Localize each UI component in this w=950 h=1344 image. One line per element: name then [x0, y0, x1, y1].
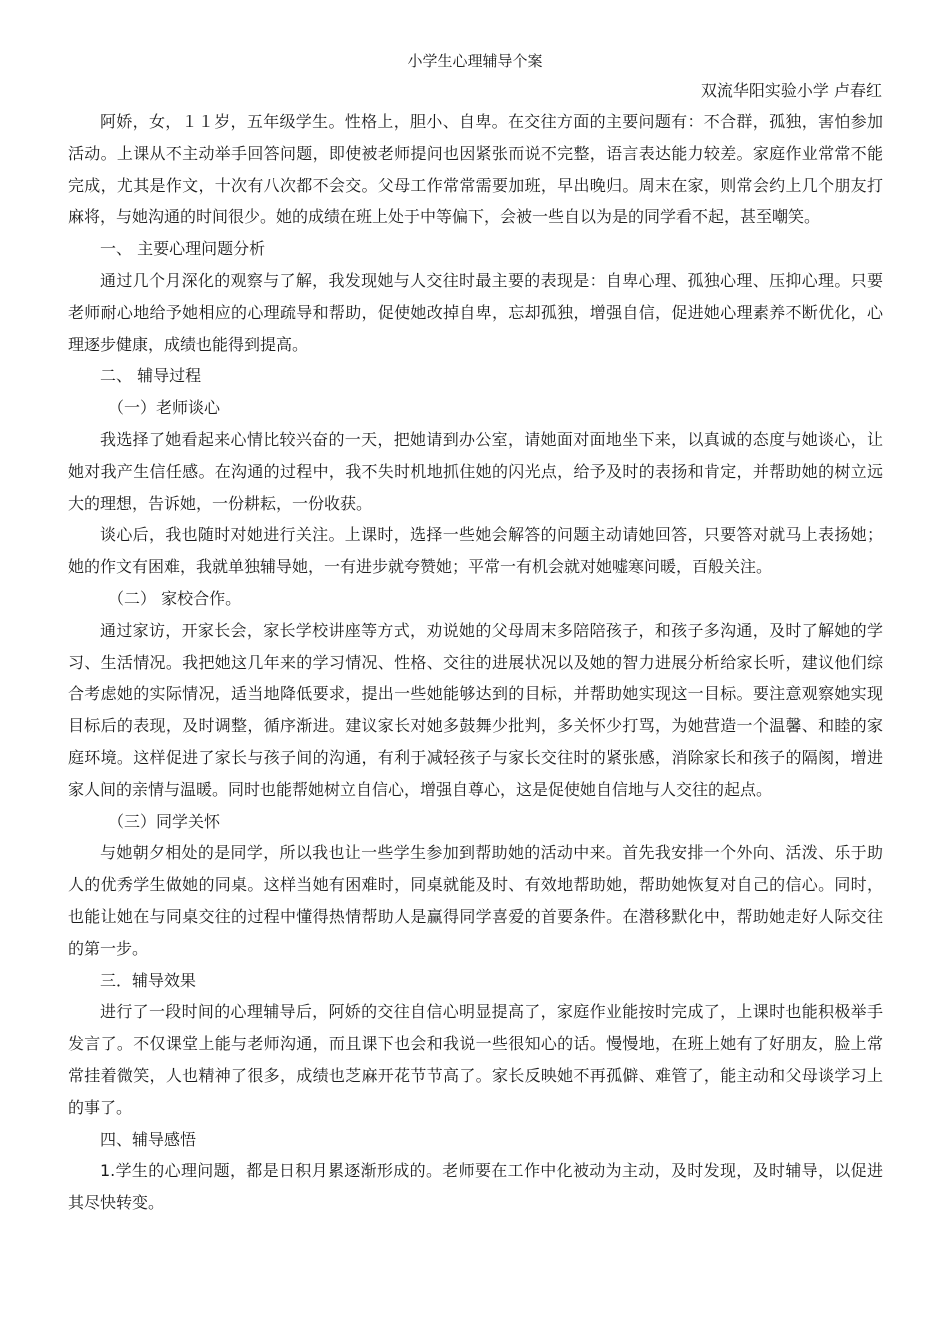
subheading-teacher-talk: （一）老师谈心: [108, 398, 221, 418]
subheading-classmate-care: （三）同学关怀: [108, 811, 221, 831]
paragraph-teacher-talk-1: 我选择了她看起来心情比较兴奋的一天，把她请到办公室，请她面对面地坐下来，以真诚的态度与她谈心，让她对我产生信任感。在沟通的过程中，我不失时机地抓住她的闪光点，给予及时的表扬和肯定，并帮助她的树立远大的理想，告诉她，一份耕耘，一份收获。: [68, 429, 883, 513]
heading-problem-analysis: 一、 主要心理问题分析: [100, 239, 266, 259]
author-line: 双流华阳实验小学 卢春红: [700, 81, 882, 100]
paragraph-reflection-1: 1.学生的心理问题，都是日积月累逐渐形成的。老师要在工作中化被动为主动，及时发现，及时辅导，以促进其尽快转变。: [68, 1161, 883, 1213]
paragraph-intro: 阿娇，女，１１岁，五年级学生。性格上，胆小、自卑。在交往方面的主要问题有：不合群，孤独，害怕参加活动。上课从不主动举手回答问题，即使被老师提问也因紧张而说不完整，语言表达能力较差。家庭作业常常不能完成，尤其是作文，十次有八次都不会交。父母工作常常需要加班，早出晚归。周末在家，则常会约上几个朋友打麻将，与她沟通的时间很少。她的成绩在班上处于中等偏下，会被一些自以为是的同学看不起，甚至嘲笑。: [68, 112, 883, 227]
paragraph-home-school: 通过家访，开家长会，家长学校讲座等方式，劝说她的父母周末多陪陪孩子，和孩子多沟通，及时了解她的学习、生活情况。我把她这几年来的学习情况、性格、交往的进展状况以及她的智力进展分析给家长听，建议他们综合考虑她的实际情况，适当地降低要求，提出一些她能够达到的目标，并帮助她实现这一目标。要注意观察她实现目标后的表现，及时调整，循序渐进。建议家长对她多鼓舞少批判，多关怀少打骂，为她营造一个温馨、和睦的家庭环境。这样促进了家长与孩子间的沟通，有利于减轻孩子与家长交往时的紧张感，消除家长和孩子的隔阂，增进家人间的亲情与温暖。同时也能帮她树立自信心，增强自尊心，这是促使她自信地与人交往的起点。: [68, 620, 883, 799]
paragraph-analysis: 通过几个月深化的观察与了解，我发现她与人交往时最主要的表现是：自卑心理、孤独心理、压抑心理。只要老师耐心地给予她相应的心理疏导和帮助，促使她改掉自卑，忘却孤独，增强自信，促进她心理素养不断优化，心理逐步健康，成绩也能得到提高。: [68, 270, 883, 354]
document-title: 小学生心理辅导个案: [407, 52, 543, 70]
heading-counseling-effect: 三．辅导效果: [100, 970, 197, 990]
heading-reflection: 四、辅导感悟: [100, 1129, 197, 1149]
paragraph-teacher-talk-2: 谈心后，我也随时对她进行关注。上课时，选择一些她会解答的问题主动请她回答，只要答对就马上表扬她；她的作文有困难，我就单独辅导她，一有进步就夸赞她；平常一有机会就对她嘘寒问暖，百般关注。: [68, 525, 883, 577]
subheading-home-school: （二） 家校合作。: [108, 588, 242, 608]
heading-counseling-process: 二、 辅导过程: [100, 366, 202, 386]
document-body: [68, 106, 883, 1219]
paragraph-effect: 进行了一段时间的心理辅导后，阿娇的交往自信心明显提高了，家庭作业能按时完成了，上课时也能积极举手发言了。不仅课堂上能与老师沟通，而且课下也会和我说一些很知心的话。慢慢地，在班上她有了好朋友，脸上常常挂着微笑，人也精神了很多，成绩也芝麻开花节节高了。家长反映她不再孤僻、难管了，能主动和父母谈学习上的事了。: [68, 1002, 883, 1117]
paragraph-classmate-care: 与她朝夕相处的是同学，所以我也让一些学生参加到帮助她的活动中来。首先我安排一个外向、活泼、乐于助人的优秀学生做她的同桌。这样当她有困难时，同桌就能及时、有效地帮助她，帮助她恢复对自己的信心。同时，也能让她在与同桌交往的过程中懂得热情帮助人是赢得同学喜爱的首要条件。在潜移默化中，帮助她走好人际交往的第一步。: [68, 843, 883, 958]
